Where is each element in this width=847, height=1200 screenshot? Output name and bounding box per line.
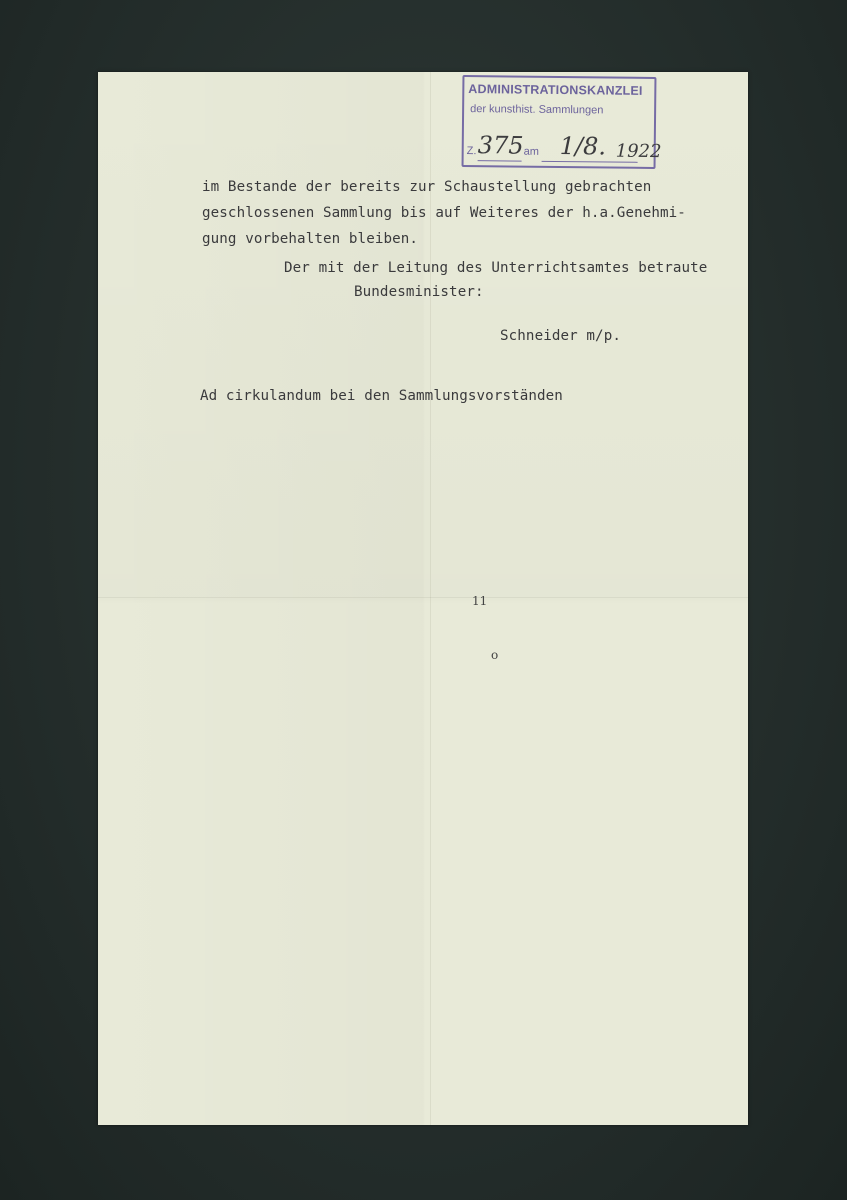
stamp-z-label: Z. [466, 145, 477, 158]
stamp-subtitle: der kunsthist. Sammlungen [470, 103, 604, 117]
fold-line-vertical [430, 72, 431, 1125]
signature-intro-line-2: Bundesminister: [354, 284, 484, 300]
fold-line-horizontal [98, 597, 748, 598]
body-line-2: geschlossenen Sammlung bis auf Weiteres der h.a.Genehmi- [202, 205, 686, 221]
stamp-am-label: am [523, 145, 540, 158]
stamp-number-line [478, 160, 522, 161]
body-line-1: im Bestande der bereits zur Schaustellung gebrachten [202, 179, 652, 195]
document-page [98, 72, 748, 1125]
stamp-title: ADMINISTRATIONSKANZLEI [468, 82, 643, 98]
signature-intro-line-1: Der mit der Leitung des Unterrichtsamtes betraute [284, 260, 708, 276]
stamp-handwritten-number: 375 [477, 131, 524, 160]
circular-note: Ad cirkulandum bei den Sammlungsvorständen [200, 388, 563, 404]
body-line-3: gung vorbehalten bleiben. [202, 231, 419, 247]
dot-mark: o [491, 648, 499, 662]
signature: Schneider m/p. [500, 328, 621, 344]
stamp-handwritten-date: 1/8. [559, 132, 607, 161]
administration-stamp [462, 75, 662, 169]
stamp-handwritten-year: 1922 [615, 140, 662, 163]
fold-mark: 11 [472, 594, 488, 608]
